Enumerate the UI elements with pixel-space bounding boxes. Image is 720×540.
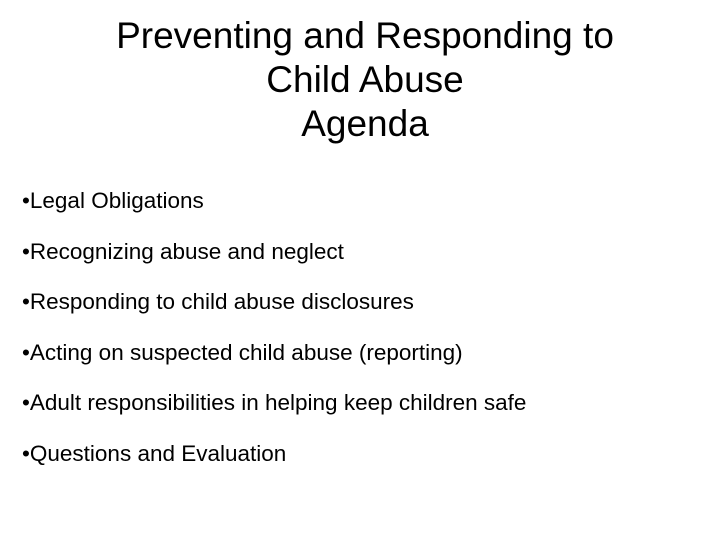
agenda-item-text: Questions and Evaluation (29, 440, 287, 466)
bullet: • (22, 238, 30, 264)
bullet: • (22, 440, 30, 466)
agenda-item (22, 388, 526, 439)
agenda-item-text: Responding to child abuse disclosures (29, 289, 414, 314)
agenda-item-text: Adult responsibilities in helping keep children safe (29, 390, 527, 415)
bullet: • (22, 188, 30, 213)
agenda-item (22, 287, 526, 338)
agenda-item-text: Acting on suspected child abuse (reporting) (29, 339, 463, 365)
slide-title (40, 14, 690, 146)
bullet: • (22, 390, 30, 415)
agenda-item (22, 237, 526, 288)
bullet: • (22, 339, 30, 365)
agenda-item-text: Legal Obligations (29, 188, 204, 213)
agenda-item (22, 439, 526, 490)
agenda-item (22, 186, 526, 237)
bullet: • (22, 289, 30, 314)
agenda-item-text: Recognizing abuse and neglect (29, 238, 344, 264)
agenda-list (22, 186, 526, 489)
title-line-1: Preventing and Responding to (116, 15, 614, 56)
agenda-item (22, 338, 526, 389)
title-line-2: Child Abuse (266, 59, 464, 100)
title-line-3: Agenda (301, 103, 429, 144)
